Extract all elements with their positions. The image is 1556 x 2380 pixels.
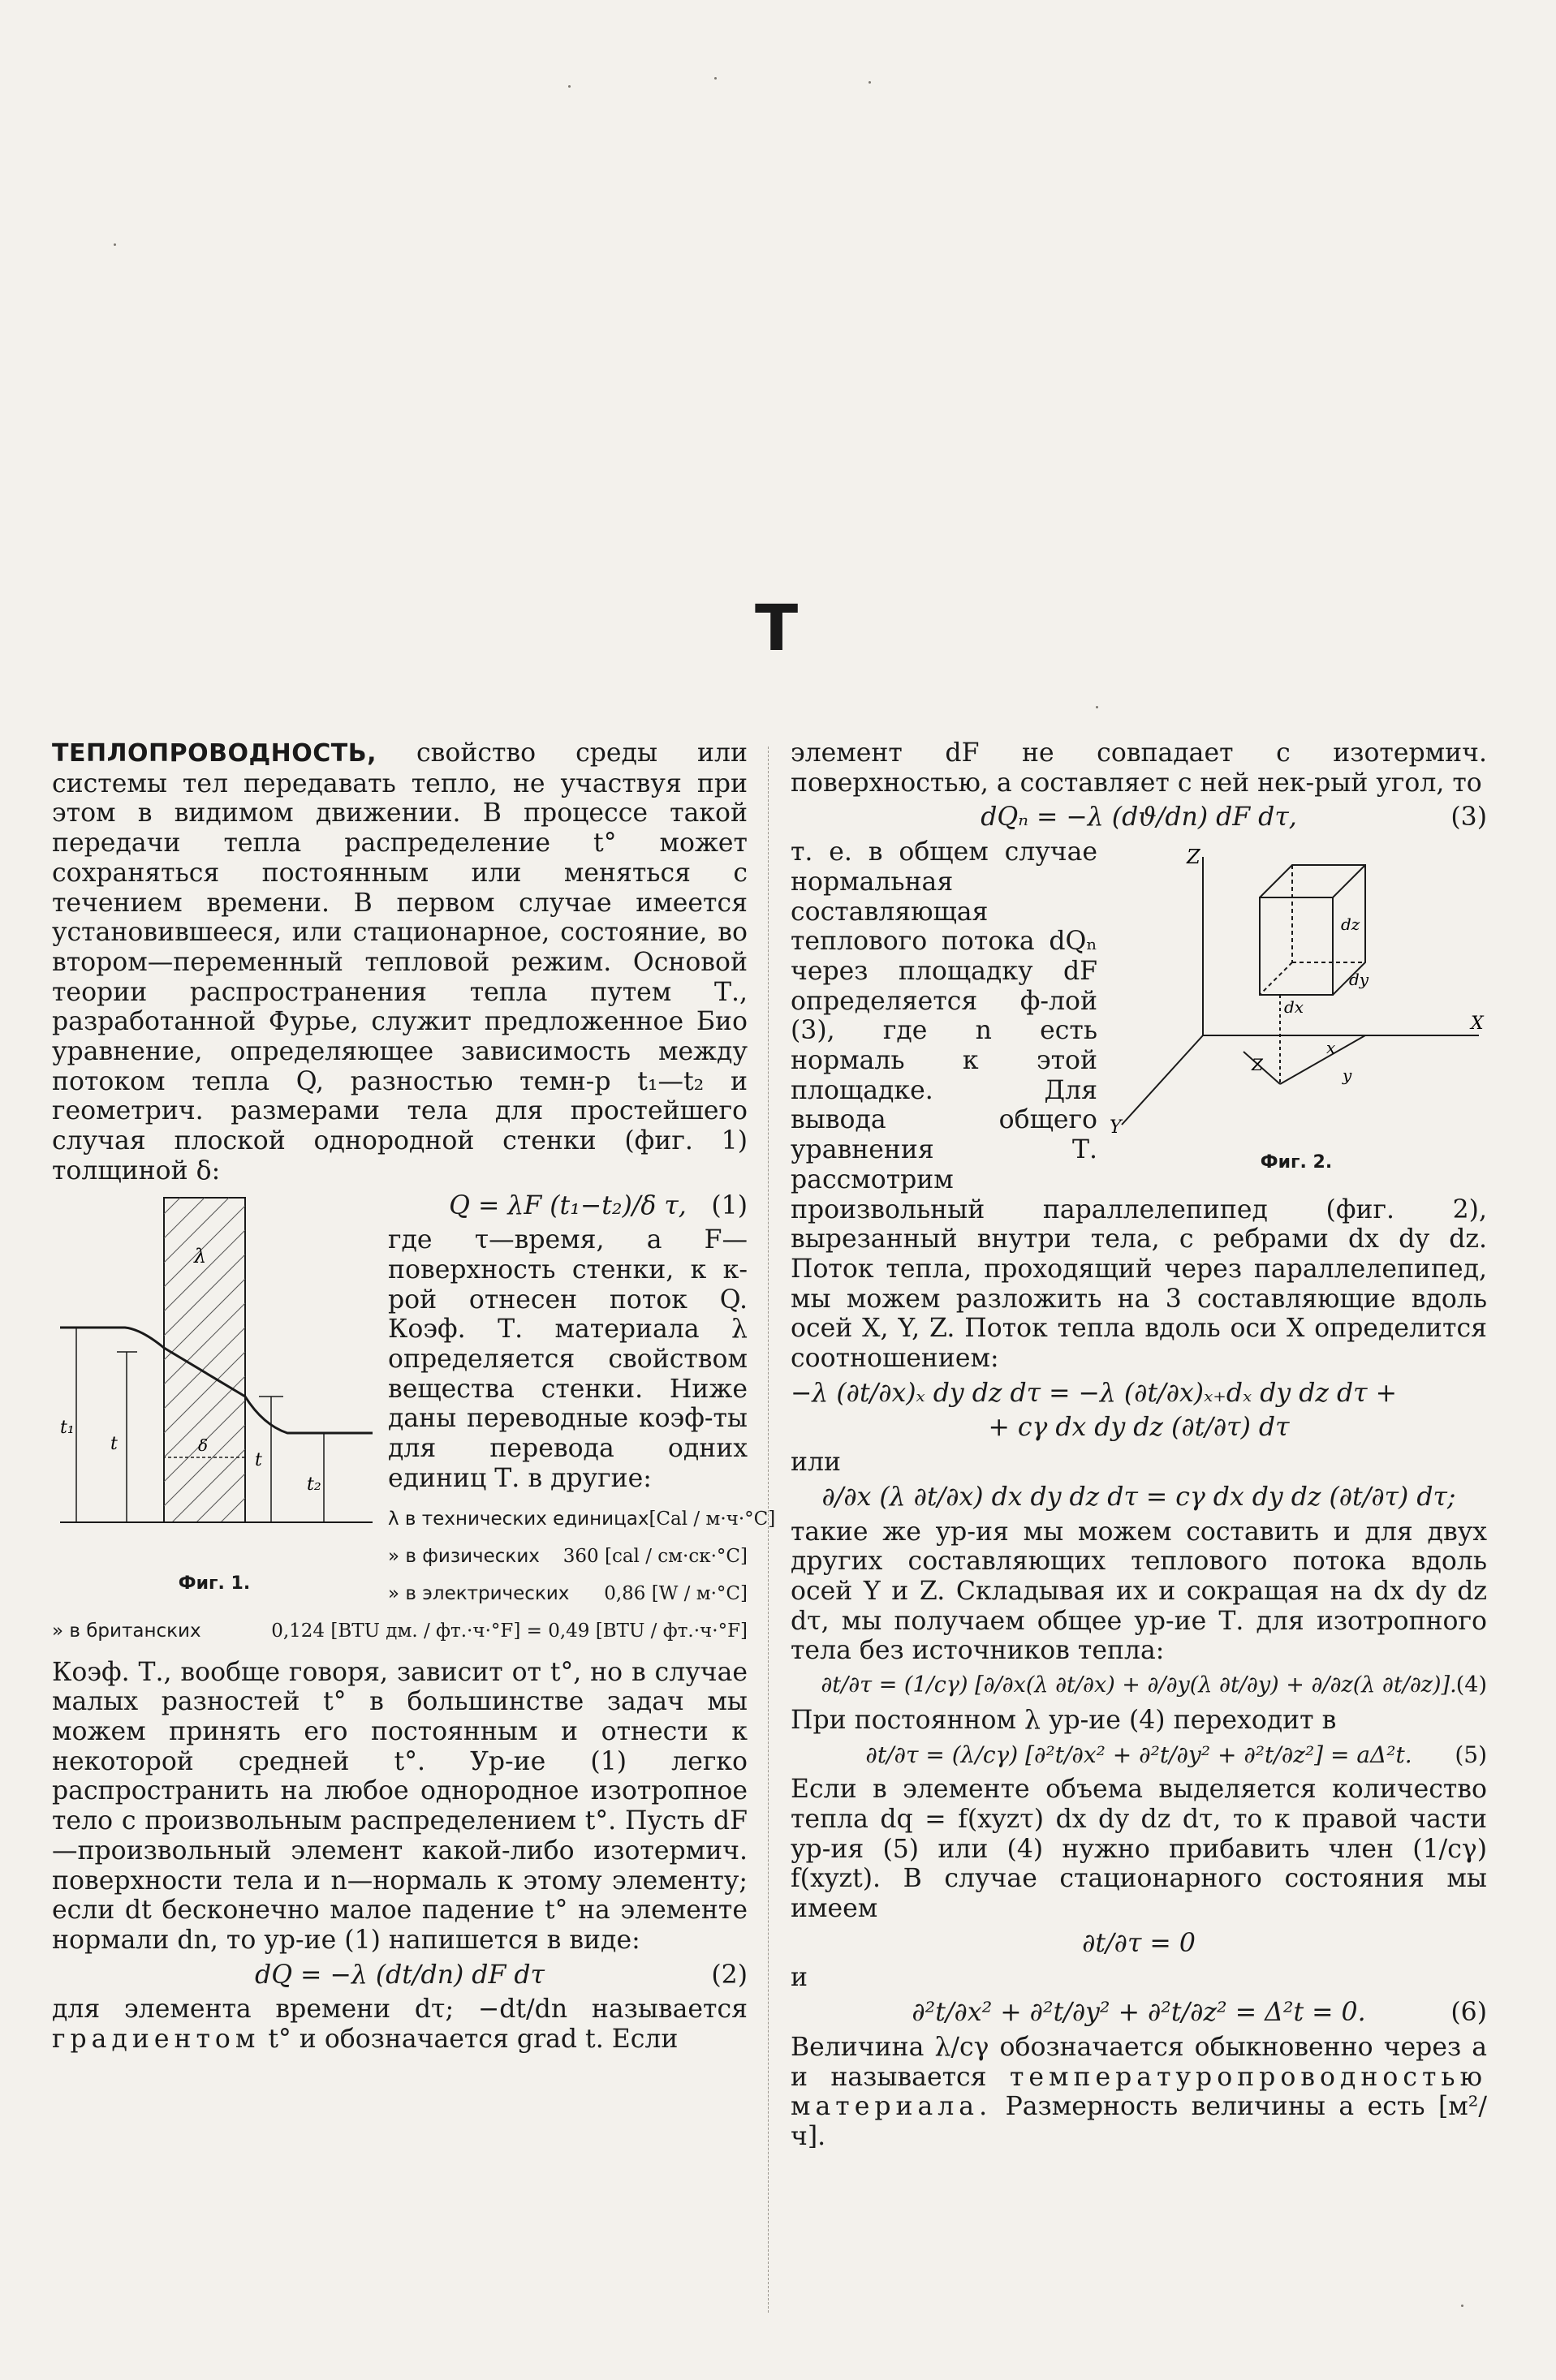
right-column (791, 738, 1487, 2152)
unit-label: » в физических (388, 1545, 540, 1567)
equation-5-body: ∂t/∂τ = (λ/cγ) [∂²t/∂x² + ∂²t/∂y² + ∂²t/∂z²] = aΔ²t. (865, 1741, 1412, 1768)
fig1-label-t-right: t (255, 1449, 262, 1470)
equation-6-number: (6) (1450, 1998, 1487, 2028)
equation-stationary-body: ∂t/∂τ = 0 (1082, 1928, 1196, 1958)
fig1-label-lambda: λ (194, 1244, 207, 1267)
figure-2-caption: Фиг. 2. (1260, 1151, 1333, 1173)
equation-flux-3 (791, 1483, 1487, 1513)
fig2-label-z-axis: Z (1187, 846, 1200, 869)
left-column (52, 738, 776, 2055)
column-divider (768, 747, 769, 2313)
equation-3-body: dQₙ = −λ (dϑ/dn) dF dτ, (981, 803, 1297, 833)
equation-stationary (791, 1929, 1487, 1959)
fig2-label-dx: dx (1284, 997, 1304, 1018)
scan-speck (714, 77, 717, 80)
equation-5 (791, 1741, 1487, 1771)
paragraph-after-eq1: где τ—время, а F—поверхность стенки, к к-рой отнесен поток Q. Коэф. Т. материала λ определяется свойством вещества стенки. Ниже даны переводные коэф-ты для перевода одних единиц Т. в другие: (388, 1225, 748, 1493)
equation-3 (791, 803, 1487, 833)
equation-2 (52, 1960, 748, 1991)
gradient-text: для элемента времени dτ; −dt/dn называется (52, 1995, 748, 2025)
figure-2-drawing (1106, 841, 1487, 1141)
unit-value: 0,124 [BTU дм. / фт.·ч·°F] = 0,49 [BTU / фт.·ч·°F] (271, 1620, 748, 1642)
equation-5-number: (5) (1455, 1741, 1487, 1768)
equation-4-body: ∂t/∂τ = (1/cγ) [∂/∂x(λ ∂t/∂x) + ∂/∂y(λ ∂t/∂y) + ∂/∂z(λ ∂t/∂z)]. (821, 1672, 1457, 1698)
fig1-label-t1: t₁ (60, 1417, 75, 1438)
equation-flux-3-body: ∂/∂x (λ ∂t/∂x) dx dy dz dτ = cγ dx dy dz (∂t/∂τ) dτ; (821, 1482, 1456, 1512)
equation-3-number: (3) (1450, 803, 1487, 833)
equation-flux-2 (791, 1413, 1487, 1443)
scan-speck (114, 243, 116, 246)
final-term: температуропроводностью материала. (791, 2062, 1487, 2122)
fig2-label-x: x (1326, 1038, 1336, 1058)
fig1-label-t-left: t (110, 1433, 118, 1454)
unit-row (388, 1538, 748, 1575)
paragraph-final (791, 2033, 1487, 2152)
equation-4-number: (4) (1455, 1672, 1487, 1698)
paragraph-coefficient: Коэф. Т., вообще говоря, зависит от t°, но в случае малых разностей t° в большинстве задач мы можем принять его постоянным и отнести к некоторой средней t°. Ур-ие (1) легко распространить на любое однородное изотропное тело с произвольным распределением t°. Пусть dF—произвольный элемент какой-либо изотермич. поверхности тела и n—нормаль к этому элементу; если dt бесконечно малое падение t° на элементе нормали dn, то ур-ие (1) напишется в виде: (52, 1657, 748, 1955)
equation-1 (52, 1191, 748, 1221)
scan-speck (869, 81, 871, 84)
paragraph-constant: При постоянном λ ур-ие (4) переходит в (791, 1705, 1337, 1735)
unit-row (388, 1500, 776, 1538)
fig2-label-y: y (1343, 1065, 1352, 1086)
scan-speck (1096, 706, 1098, 708)
intro-paragraph (52, 738, 748, 1186)
figure-1-caption: Фиг. 1. (178, 1573, 251, 1595)
equation-2-body: dQ = −λ (dt/dn) dF dτ (255, 1960, 545, 1990)
equation-6 (791, 1998, 1487, 2028)
equation-6-body: ∂²t/∂x² + ∂²t/∂y² + ∂²t/∂z² = Δ²t = 0. (912, 1998, 1366, 2028)
fig2-label-y-axis: Y (1110, 1117, 1122, 1138)
equation-flux-2-body: + cγ dx dy dz (∂t/∂τ) dτ (988, 1413, 1290, 1443)
equation-flux-1-body: −λ (∂t/∂x)ₓ dy dz dτ = −λ (∂t/∂x)ₓ₊dₓ dy dz dτ + (791, 1378, 1397, 1408)
scan-speck (1461, 2305, 1463, 2307)
paragraph-element: элемент dF не совпадает с изотермич. поверхностью, а составляет с ней нек-рый угол, то (791, 738, 1487, 798)
paragraph-gradient (52, 1995, 748, 2054)
equation-flux-1 (791, 1379, 1487, 1409)
final-text: Величина λ/cγ обозначается обыкновенно через a и называется (791, 2032, 1487, 2092)
figure-1 (52, 1190, 377, 1599)
scan-speck (568, 85, 571, 88)
fig2-label-x-axis: X (1471, 1014, 1484, 1035)
dimension-lines (76, 1328, 324, 1522)
section-letter: Т (755, 592, 799, 665)
equation-2-number: (2) (711, 1960, 748, 1990)
unit-label: » в британских (52, 1620, 201, 1642)
unit-value: [Cal / м·ч·°C] (649, 1508, 776, 1530)
figure-1-drawing (52, 1190, 377, 1563)
fig2-label-dy: dy (1349, 970, 1369, 990)
paragraph-normal-component: т. е. в общем случае нормальная составляющая теплового потока dQₙ через площадку dF определяется ф-лой (3), где n есть нормаль к этой площадке. Для вывода общего уравнения Т. рассмотрим произвольный параллелепипед (фиг. 2), вырезанный внутри тела, с ребрами dx dy dz. Поток тепла, проходящий через параллелепипед, мы можем разложить на 3 составляющие вдоль осей X, Y, Z. Поток тепла вдоль оси X определится соотношением: (791, 837, 1487, 1374)
equation-1-body: Q = λF (t₁−t₂)/δ τ, (449, 1190, 687, 1220)
figure-2 (1106, 841, 1487, 1177)
headword: ТЕПЛОПРОВОДНОСТЬ, (52, 739, 377, 768)
fig2-label-z: Z (1252, 1055, 1263, 1075)
parallelepiped (1244, 865, 1365, 1084)
fig1-label-delta: δ (198, 1435, 209, 1455)
unit-label: » в электрических (388, 1582, 570, 1604)
paragraph-source: Если в элементе объема выделяется количество тепла dq = f(xyzτ) dx dy dz dτ, то к правой части ур-ия (5) или (4) нужно прибавить член (1/cγ) f(xyzt). В случае стационарного состояния мы имеем (791, 1775, 1487, 1924)
gradient-term: градиентом (52, 2025, 261, 2055)
intro-text: свойство среды или системы тел передавать тепло, не участвуя при этом в видимом движении. В процессе такой передачи тепла распределение t° может сохраняться постоянным или меняться с течением времени. В первом случае имеется установившееся, или стационарное, состояние, во втором—переменный тепловой режим. Основой теории распространения тепла путем Т., разработанной Фурье, служит предложенное Био уравнение, определяющее зависимость между потоком тепла Q, разностью темн-р t₁—t₂ и геометрич. размерами тела для простейшего случая плоской однородной стенки (фиг. 1) толщиной δ: (52, 738, 748, 1186)
equation-1-number: (1) (711, 1190, 748, 1220)
unit-label: λ в технических единицах (388, 1508, 649, 1530)
word-or: или (791, 1448, 842, 1478)
unit-row (388, 1575, 748, 1612)
unit-value: 360 [cal / см·ск·°C] (562, 1545, 748, 1567)
temperature-curve (60, 1328, 373, 1433)
equation-4 (791, 1671, 1487, 1701)
paragraph-similar: такие же ур-ия мы можем составить и для двух других составляющих теплового потока вдоль осей Y и Z. Складывая их и сокращая на dx dy dz dτ, мы получаем общее ур-ие Т. для изотропного тела без источников тепла: (791, 1517, 1487, 1666)
fig2-label-dz: dz (1341, 915, 1360, 935)
unit-row (52, 1612, 748, 1650)
final-text-end: Размерность величины a есть [м²/ч]. (791, 2092, 1487, 2151)
word-and: и (791, 1963, 808, 1993)
gradient-text-end: t° и обозначается grad t. Если (268, 2025, 679, 2055)
fig1-label-t2: t₂ (307, 1474, 321, 1495)
unit-value: 0,86 [W / м·°C] (604, 1582, 748, 1604)
